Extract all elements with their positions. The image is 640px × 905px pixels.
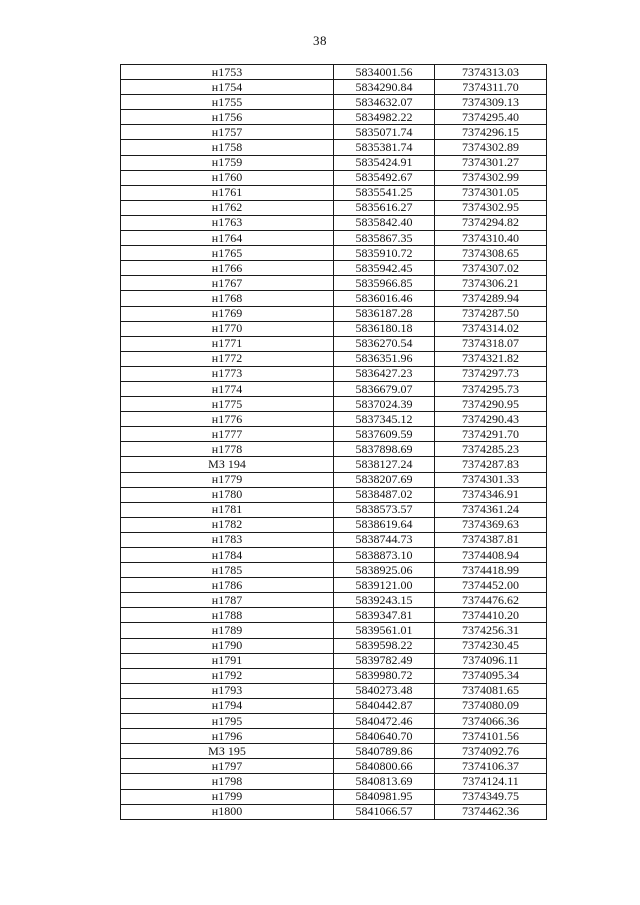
table-row	[121, 231, 547, 246]
table-row	[121, 593, 547, 608]
point-id-cell: н1792	[121, 668, 334, 683]
point-id-cell: н1757	[121, 125, 334, 140]
point-id-cell: н1796	[121, 729, 334, 744]
table-row	[121, 110, 547, 125]
x-coordinate-cell: 5837609.59	[334, 427, 435, 442]
y-coordinate-cell: 7374369.63	[435, 517, 547, 532]
y-coordinate-cell: 7374296.15	[435, 125, 547, 140]
table-row	[121, 668, 547, 683]
coordinates-table-body	[121, 65, 547, 820]
table-row	[121, 729, 547, 744]
point-id-cell: н1759	[121, 155, 334, 170]
y-coordinate-cell: 7374309.13	[435, 95, 547, 110]
x-coordinate-cell: 5838127.24	[334, 457, 435, 472]
x-coordinate-cell: 5838487.02	[334, 487, 435, 502]
y-coordinate-cell: 7374287.50	[435, 306, 547, 321]
point-id-cell: н1761	[121, 185, 334, 200]
x-coordinate-cell: 5837898.69	[334, 442, 435, 457]
y-coordinate-cell: 7374410.20	[435, 608, 547, 623]
y-coordinate-cell: 7374408.94	[435, 548, 547, 563]
y-coordinate-cell: 7374297.73	[435, 366, 547, 381]
point-id-cell: н1753	[121, 65, 334, 80]
y-coordinate-cell: 7374318.07	[435, 336, 547, 351]
x-coordinate-cell: 5840981.95	[334, 789, 435, 804]
y-coordinate-cell: 7374346.91	[435, 487, 547, 502]
table-row	[121, 412, 547, 427]
table-row	[121, 744, 547, 759]
x-coordinate-cell: 5838925.06	[334, 563, 435, 578]
x-coordinate-cell: 5836351.96	[334, 351, 435, 366]
x-coordinate-cell: 5835492.67	[334, 170, 435, 185]
table-row	[121, 714, 547, 729]
table-row	[121, 276, 547, 291]
x-coordinate-cell: 5836270.54	[334, 336, 435, 351]
table-row	[121, 457, 547, 472]
table-row	[121, 170, 547, 185]
table-row	[121, 155, 547, 170]
y-coordinate-cell: 7374418.99	[435, 563, 547, 578]
point-id-cell: н1798	[121, 774, 334, 789]
point-id-cell: н1763	[121, 215, 334, 230]
y-coordinate-cell: 7374096.11	[435, 653, 547, 668]
point-id-cell: н1782	[121, 517, 334, 532]
point-id-cell: н1772	[121, 351, 334, 366]
x-coordinate-cell: 5839121.00	[334, 578, 435, 593]
x-coordinate-cell: 5834632.07	[334, 95, 435, 110]
table-row	[121, 185, 547, 200]
x-coordinate-cell: 5835616.27	[334, 200, 435, 215]
point-id-cell: н1791	[121, 653, 334, 668]
table-row	[121, 502, 547, 517]
x-coordinate-cell: 5835910.72	[334, 246, 435, 261]
x-coordinate-cell: 5839598.22	[334, 638, 435, 653]
table-row	[121, 698, 547, 713]
x-coordinate-cell: 5835942.45	[334, 261, 435, 276]
x-coordinate-cell: 5837345.12	[334, 412, 435, 427]
table-row	[121, 306, 547, 321]
y-coordinate-cell: 7374092.76	[435, 744, 547, 759]
coordinates-table	[120, 64, 547, 820]
point-id-cell: н1800	[121, 804, 334, 819]
y-coordinate-cell: 7374311.70	[435, 80, 547, 95]
x-coordinate-cell: 5838207.69	[334, 472, 435, 487]
y-coordinate-cell: 7374106.37	[435, 759, 547, 774]
y-coordinate-cell: 7374230.45	[435, 638, 547, 653]
y-coordinate-cell: 7374256.31	[435, 623, 547, 638]
table-row	[121, 487, 547, 502]
y-coordinate-cell: 7374308.65	[435, 246, 547, 261]
x-coordinate-cell: 5838619.64	[334, 517, 435, 532]
table-row	[121, 95, 547, 110]
y-coordinate-cell: 7374301.27	[435, 155, 547, 170]
x-coordinate-cell: 5835541.25	[334, 185, 435, 200]
y-coordinate-cell: 7374310.40	[435, 231, 547, 246]
y-coordinate-cell: 7374101.56	[435, 729, 547, 744]
x-coordinate-cell: 5840640.70	[334, 729, 435, 744]
table-row	[121, 80, 547, 95]
y-coordinate-cell: 7374302.95	[435, 200, 547, 215]
y-coordinate-cell: 7374462.36	[435, 804, 547, 819]
table-row	[121, 789, 547, 804]
x-coordinate-cell: 5840813.69	[334, 774, 435, 789]
point-id-cell: н1799	[121, 789, 334, 804]
x-coordinate-cell: 5835381.74	[334, 140, 435, 155]
table-row	[121, 563, 547, 578]
x-coordinate-cell: 5835424.91	[334, 155, 435, 170]
y-coordinate-cell: 7374306.21	[435, 276, 547, 291]
point-id-cell: н1775	[121, 397, 334, 412]
x-coordinate-cell: 5836180.18	[334, 321, 435, 336]
table-row	[121, 351, 547, 366]
y-coordinate-cell: 7374301.33	[435, 472, 547, 487]
point-id-cell: н1787	[121, 593, 334, 608]
x-coordinate-cell: 5836016.46	[334, 291, 435, 306]
point-id-cell: н1779	[121, 472, 334, 487]
x-coordinate-cell: 5835842.40	[334, 215, 435, 230]
table-row	[121, 125, 547, 140]
table-row	[121, 804, 547, 819]
point-id-cell: н1781	[121, 502, 334, 517]
x-coordinate-cell: 5836427.23	[334, 366, 435, 381]
y-coordinate-cell: 7374452.00	[435, 578, 547, 593]
x-coordinate-cell: 5840273.48	[334, 683, 435, 698]
point-id-cell: н1777	[121, 427, 334, 442]
y-coordinate-cell: 7374302.89	[435, 140, 547, 155]
y-coordinate-cell: 7374095.34	[435, 668, 547, 683]
y-coordinate-cell: 7374294.82	[435, 215, 547, 230]
table-row	[121, 608, 547, 623]
y-coordinate-cell: 7374287.83	[435, 457, 547, 472]
x-coordinate-cell: 5836679.07	[334, 381, 435, 396]
point-id-cell: н1765	[121, 246, 334, 261]
x-coordinate-cell: 5840442.87	[334, 698, 435, 713]
y-coordinate-cell: 7374285.23	[435, 442, 547, 457]
table-row	[121, 472, 547, 487]
x-coordinate-cell: 5837024.39	[334, 397, 435, 412]
point-id-cell: н1780	[121, 487, 334, 502]
table-row	[121, 623, 547, 638]
point-id-cell: н1786	[121, 578, 334, 593]
table-row	[121, 427, 547, 442]
point-id-cell: н1773	[121, 366, 334, 381]
table-row	[121, 774, 547, 789]
point-id-cell: н1756	[121, 110, 334, 125]
y-coordinate-cell: 7374349.75	[435, 789, 547, 804]
table-row	[121, 638, 547, 653]
point-id-cell: н1769	[121, 306, 334, 321]
point-id-cell: н1794	[121, 698, 334, 713]
x-coordinate-cell: 5834290.84	[334, 80, 435, 95]
x-coordinate-cell: 5840789.86	[334, 744, 435, 759]
table-row	[121, 532, 547, 547]
point-id-cell: н1778	[121, 442, 334, 457]
point-id-cell: МЗ 194	[121, 457, 334, 472]
y-coordinate-cell: 7374295.73	[435, 381, 547, 396]
point-id-cell: н1790	[121, 638, 334, 653]
point-id-cell: н1766	[121, 261, 334, 276]
y-coordinate-cell: 7374080.09	[435, 698, 547, 713]
x-coordinate-cell: 5839347.81	[334, 608, 435, 623]
y-coordinate-cell: 7374387.81	[435, 532, 547, 547]
table-row	[121, 578, 547, 593]
table-row	[121, 215, 547, 230]
table-row	[121, 759, 547, 774]
point-id-cell: н1770	[121, 321, 334, 336]
table-row	[121, 261, 547, 276]
y-coordinate-cell: 7374081.65	[435, 683, 547, 698]
y-coordinate-cell: 7374290.43	[435, 412, 547, 427]
table-row	[121, 200, 547, 215]
table-row	[121, 246, 547, 261]
x-coordinate-cell: 5835867.35	[334, 231, 435, 246]
point-id-cell: н1754	[121, 80, 334, 95]
y-coordinate-cell: 7374066.36	[435, 714, 547, 729]
point-id-cell: н1776	[121, 412, 334, 427]
point-id-cell: н1797	[121, 759, 334, 774]
point-id-cell: н1760	[121, 170, 334, 185]
y-coordinate-cell: 7374476.62	[435, 593, 547, 608]
table-row	[121, 442, 547, 457]
x-coordinate-cell: 5839243.15	[334, 593, 435, 608]
x-coordinate-cell: 5839561.01	[334, 623, 435, 638]
point-id-cell: н1768	[121, 291, 334, 306]
table-row	[121, 517, 547, 532]
x-coordinate-cell: 5840800.66	[334, 759, 435, 774]
point-id-cell: н1783	[121, 532, 334, 547]
point-id-cell: н1785	[121, 563, 334, 578]
x-coordinate-cell: 5838744.73	[334, 532, 435, 547]
point-id-cell: н1764	[121, 231, 334, 246]
y-coordinate-cell: 7374307.02	[435, 261, 547, 276]
point-id-cell: н1784	[121, 548, 334, 563]
x-coordinate-cell: 5838573.57	[334, 502, 435, 517]
x-coordinate-cell: 5834001.56	[334, 65, 435, 80]
table-row	[121, 366, 547, 381]
table-row	[121, 336, 547, 351]
table-row	[121, 291, 547, 306]
page-number: 38	[313, 33, 327, 48]
table-row	[121, 683, 547, 698]
point-id-cell: МЗ 195	[121, 744, 334, 759]
x-coordinate-cell: 5840472.46	[334, 714, 435, 729]
y-coordinate-cell: 7374290.95	[435, 397, 547, 412]
table-row	[121, 321, 547, 336]
point-id-cell: н1793	[121, 683, 334, 698]
y-coordinate-cell: 7374313.03	[435, 65, 547, 80]
table-row	[121, 397, 547, 412]
point-id-cell: н1795	[121, 714, 334, 729]
x-coordinate-cell: 5835966.85	[334, 276, 435, 291]
x-coordinate-cell: 5834982.22	[334, 110, 435, 125]
table-row	[121, 65, 547, 80]
table-row	[121, 548, 547, 563]
point-id-cell: н1762	[121, 200, 334, 215]
x-coordinate-cell: 5839980.72	[334, 668, 435, 683]
point-id-cell: н1774	[121, 381, 334, 396]
y-coordinate-cell: 7374314.02	[435, 321, 547, 336]
y-coordinate-cell: 7374302.99	[435, 170, 547, 185]
x-coordinate-cell: 5839782.49	[334, 653, 435, 668]
table-row	[121, 381, 547, 396]
y-coordinate-cell: 7374295.40	[435, 110, 547, 125]
x-coordinate-cell: 5836187.28	[334, 306, 435, 321]
x-coordinate-cell: 5838873.10	[334, 548, 435, 563]
y-coordinate-cell: 7374289.94	[435, 291, 547, 306]
y-coordinate-cell: 7374124.11	[435, 774, 547, 789]
y-coordinate-cell: 7374321.82	[435, 351, 547, 366]
y-coordinate-cell: 7374361.24	[435, 502, 547, 517]
x-coordinate-cell: 5835071.74	[334, 125, 435, 140]
point-id-cell: н1788	[121, 608, 334, 623]
table-row	[121, 653, 547, 668]
point-id-cell: н1789	[121, 623, 334, 638]
point-id-cell: н1767	[121, 276, 334, 291]
point-id-cell: н1771	[121, 336, 334, 351]
point-id-cell: н1758	[121, 140, 334, 155]
table-row	[121, 140, 547, 155]
y-coordinate-cell: 7374301.05	[435, 185, 547, 200]
point-id-cell: н1755	[121, 95, 334, 110]
x-coordinate-cell: 5841066.57	[334, 804, 435, 819]
y-coordinate-cell: 7374291.70	[435, 427, 547, 442]
